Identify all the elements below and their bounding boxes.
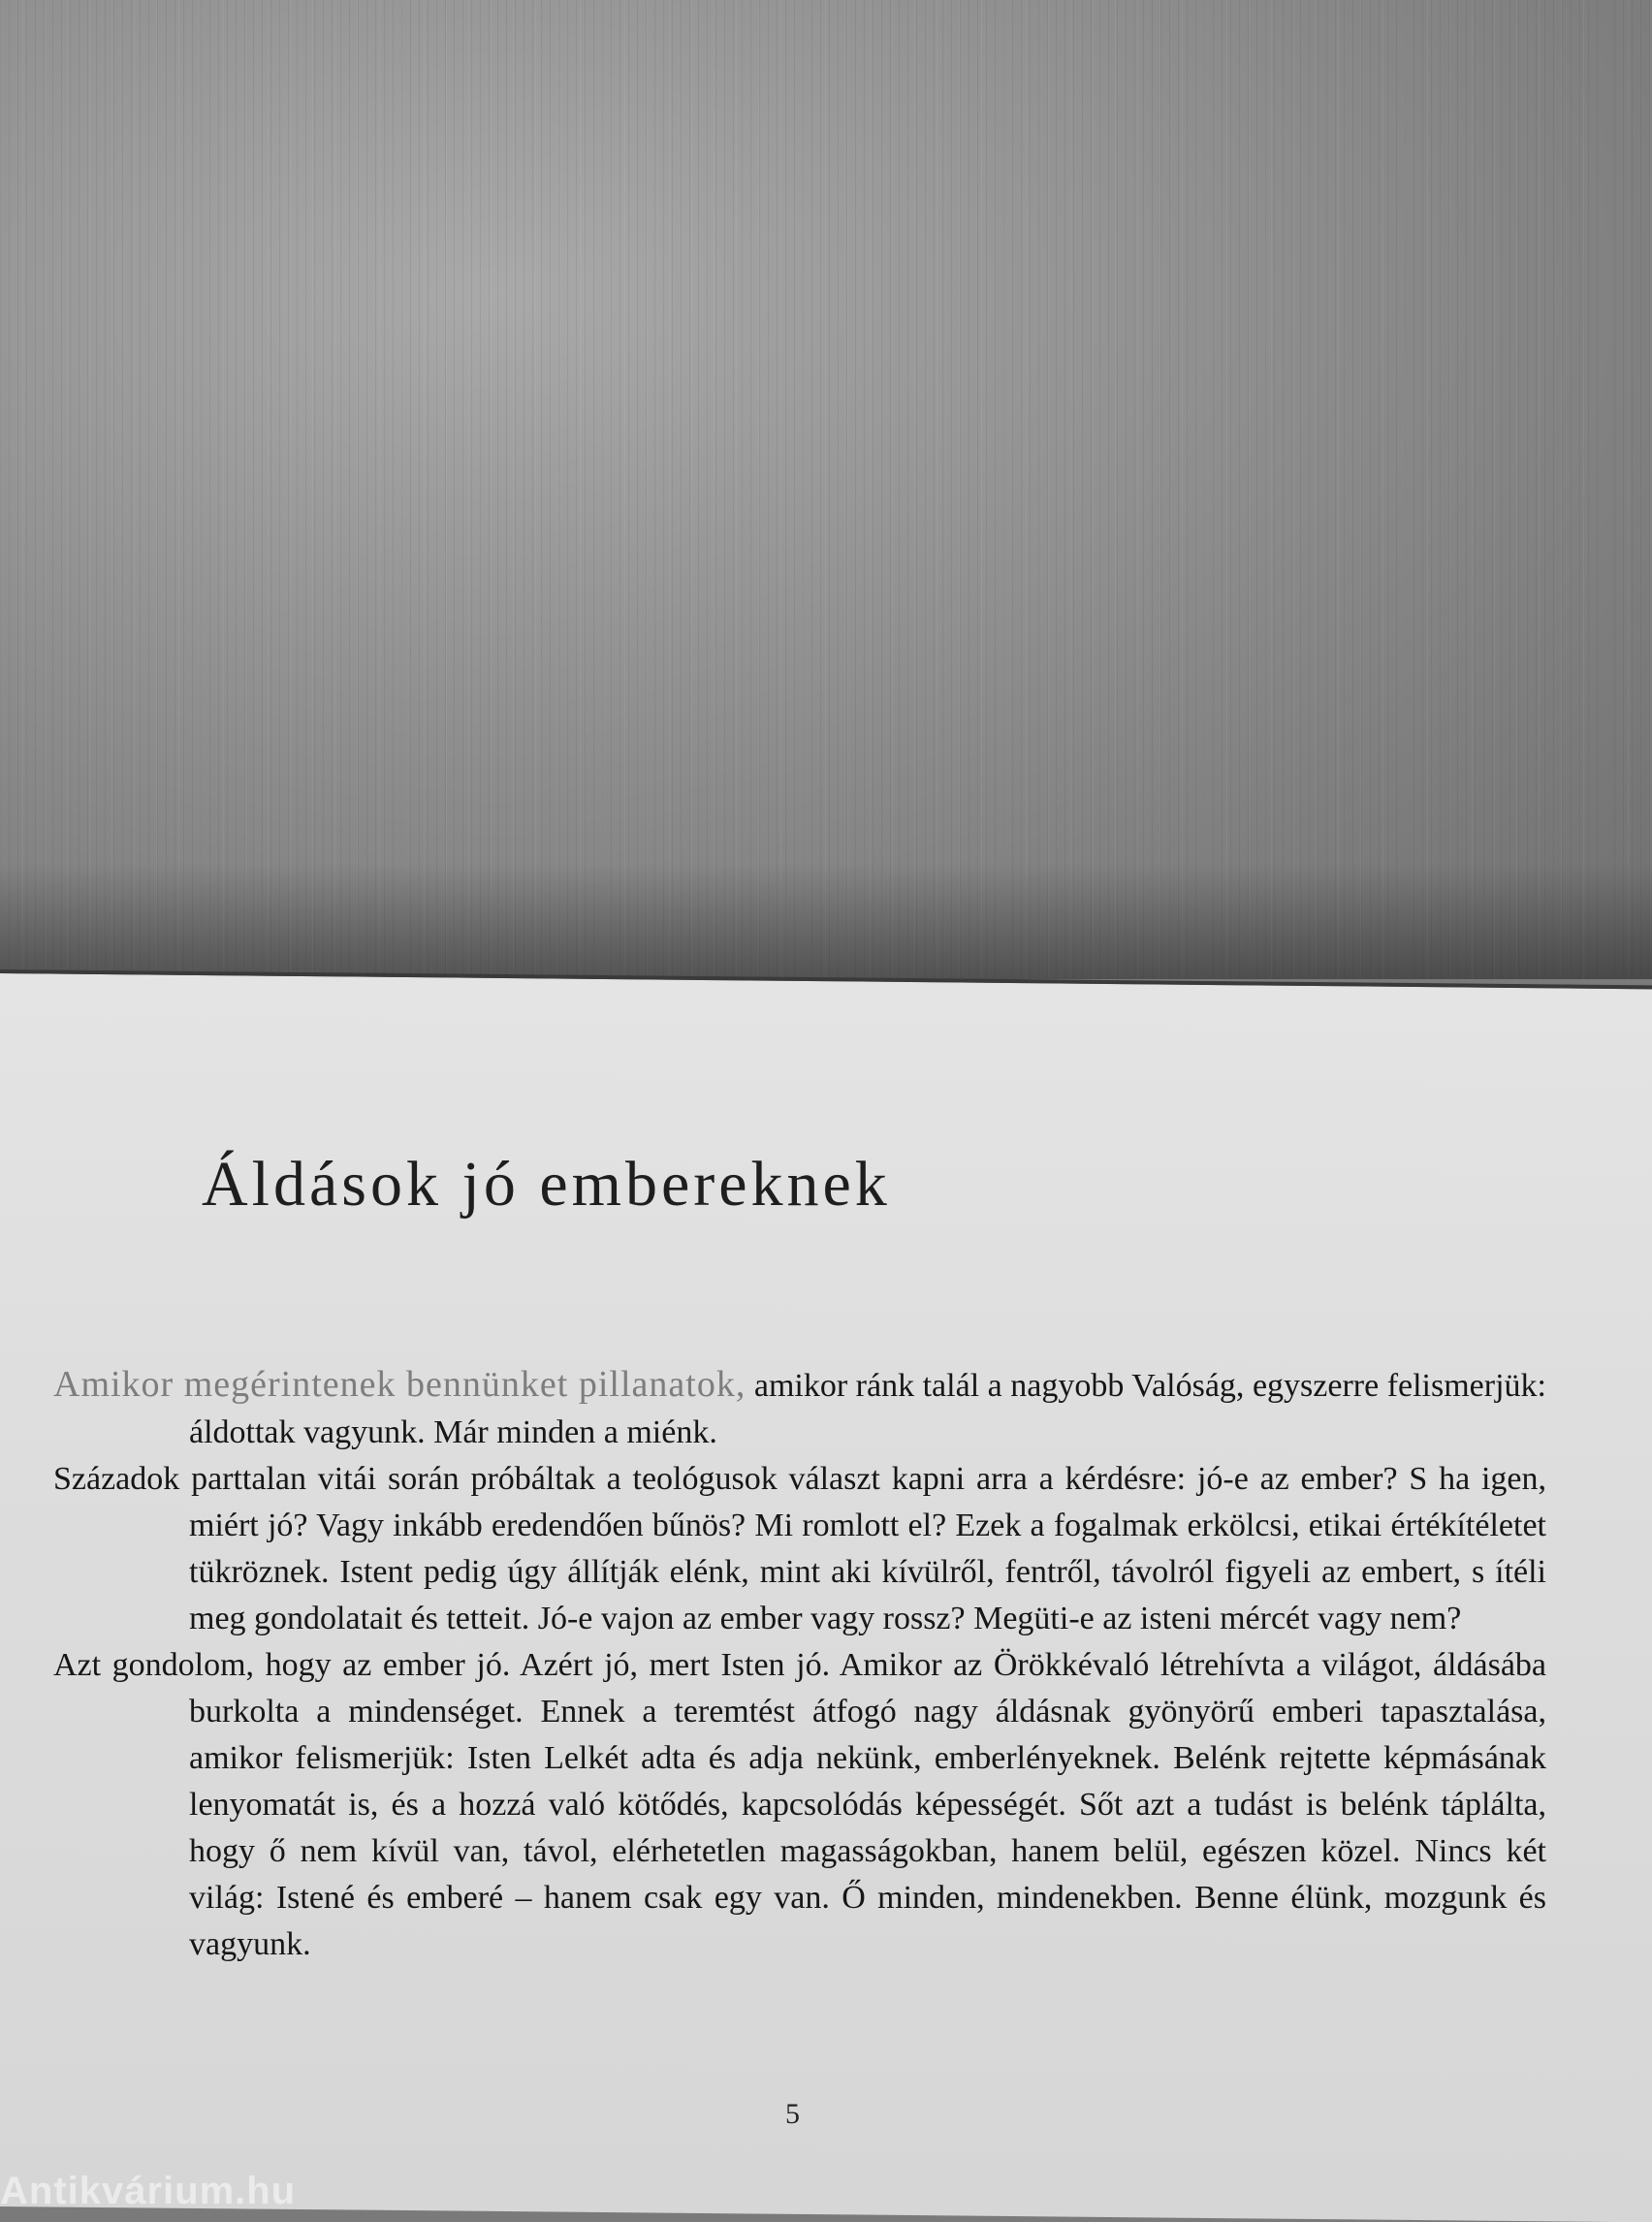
paragraph-1-text: amikor ránk talál a nagyobb Valóság, egyszerre felismerjük: áldottak vagyunk. Már minden a miénk. [189, 1368, 1546, 1450]
page-number: 5 [785, 2098, 800, 2130]
book-page [0, 969, 1652, 2222]
paragraph-3: Azt gondolom, hogy az ember jó. Azért jó, mert Isten jó. Amikor az Örökkévaló létrehívta a világot, áldásába burkolta a mindenséget. Ennek a teremtést átfogó nagy áldásnak gyönyörű emberi tapasztalása, amikor felismerjük: Isten Lelkét adta és adja nekünk, emberlényeknek. Belénk rejtette képmásának lenyomatát is, és a hozzá való kötődés, kapcsolódás képességét. Sőt azt a tudást is belénk táplálta, hogy ő nem kívül van, távol, elérhetetlen magasságokban, hanem belül, egészen közel. Nincs két világ: Istené és emberé – hanem csak egy van. Ő minden, mindenekben. Benne élünk, mozgunk és vagyunk. [53, 1647, 1546, 1962]
chapter-title: Áldások jó embereknek [202, 1149, 891, 1220]
paragraph-2: Századok parttalan vitái során próbáltak a teológusok választ kapni arra a kérdésre: jó-e az ember? S ha igen, miért jó? Vagy inkább eredendően bűnös? Mi romlott el? Ezek a fogalmak erkölcsi, etikai értékítéletet tükröznek. Istent pedig úgy állítják elénk, mint aki kívülről, fentről, távolról figyeli az embert, s ítéli meg gondolatait és tetteit. Jó-e vajon az ember vagy rossz? Megüti-e az isteni mércét vagy nem? [53, 1461, 1546, 1636]
body-text [53, 1361, 1546, 1968]
site-watermark: Antikvárium.hu [0, 2170, 297, 2212]
lead-phrase: Amikor megérintenek bennünket pillanatok, [53, 1364, 747, 1405]
fabric-backdrop [0, 0, 1652, 979]
paragraph-1 [53, 1361, 1546, 1456]
